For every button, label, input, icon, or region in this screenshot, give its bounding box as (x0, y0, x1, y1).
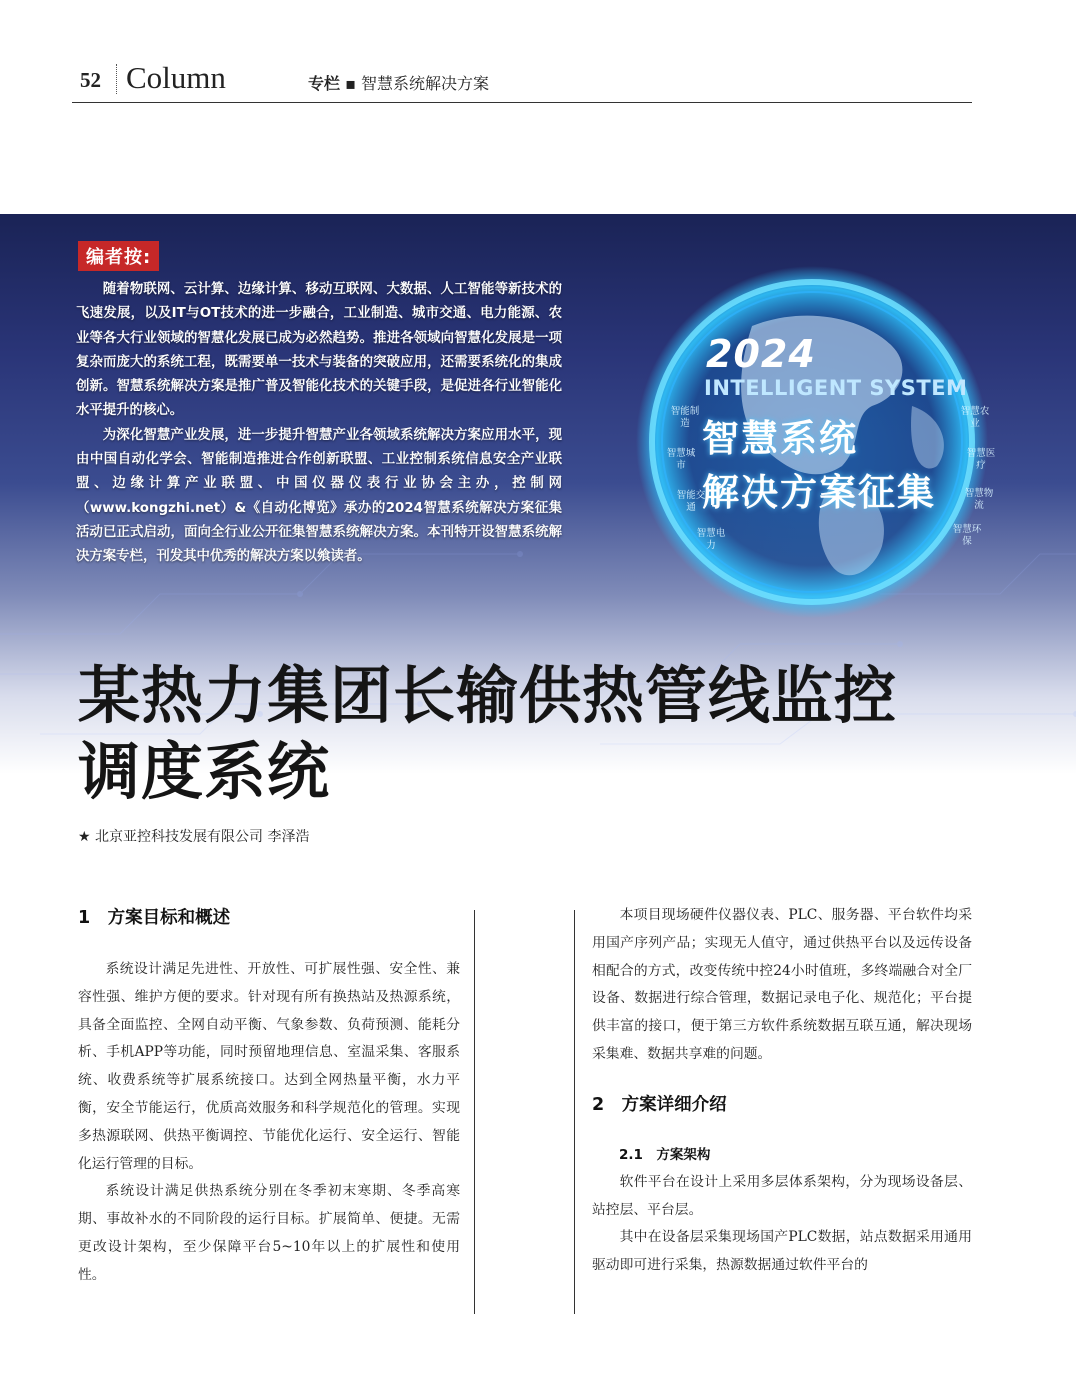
article-title-line2: 调度系统 (78, 735, 331, 808)
section-bullet: ▪ (345, 74, 356, 93)
section-1-paragraph-3: 本项目现场硬件仪器仪表、PLC、服务器、平台软件均采用国产序列产品；实现无人值守，通过供热平台以及远传设备相配合的方式，改变传统中控24小时值班，多终端融合对全厂设备、数据进行综合管理，数据记录电子化、规范化；平台提供丰富的接口，便于第三方软件系统数据互联互通，解决现场采集难、数据共享难的问题。 (592, 907, 972, 1062)
header-divider (116, 64, 117, 94)
editor-note-tag: 编者按: (78, 241, 159, 271)
campaign-logo (612, 266, 1016, 628)
editor-paragraph-1: 随着物联网、云计算、边缘计算、移动互联网、大数据、人工智能等新技术的飞速发展，以及IT与OT技术的进一步融合，工业制造、城市交通、电力能源、农业等各大行业领域的智慧化发展已成为必然趋势。推进各领域向智慧化发展是一项复杂而庞大的系统工程，既需要单一技术与装备的突破应用，还需要系统化的集成创新。智慧系统解决方案是推广普及智能化技术的关键手段，是促进各行业智能化水平提升的核心。 (76, 282, 562, 419)
logo-label-logistics: 智慧物流 (964, 488, 994, 511)
logo-label-city: 智慧城市 (666, 448, 696, 471)
column-divider-left (474, 910, 475, 1314)
editor-paragraph-2: 为深化智慧产业发展，进一步提升智慧产业各领域系统解决方案应用水平，现由中国自动化学会、智能制造推进合作创新联盟、工业控制系统信息安全产业联盟、边缘计算产业联盟、中国仪器仪表行业协会主办，控制网（www.kongzhi.net）&《自动化博览》承办的2024智慧系统解决方案征集活动已正式启动，面向全行业公开征集智慧系统解决方案。本刊特开设智慧系统解决方案专栏，刊发其中优秀的解决方案以飨读者。 (76, 427, 562, 565)
logo-label-medical: 智慧医疗 (966, 448, 996, 471)
section-1-paragraph-1: 系统设计满足先进性、开放性、可扩展性强、安全性、兼容性强、维护方便的要求。针对现有所有换热站及热源系统，具备全面监控、全网自动平衡、气象参数、负荷预测、能耗分析、手机APP等功能，同时预留地理信息、室温采集、客服系统、收费系统等扩展系统接口。达到全网热量平衡，水力平衡，安全节能运行，优质高效服务和科学规范化的管理。实现多热源联网、供热平衡调控、节能优化运行、安全运行、智能化运行管理的目标。 (78, 961, 460, 1172)
logo-english: INTELLIGENT SYSTEM (704, 376, 968, 400)
logo-label-traffic: 智能交通 (676, 490, 706, 513)
section-2-1-paragraph-1: 软件平台在设计上采用多层体系架构，分为现场设备层、站控层、平台层。 (592, 1173, 972, 1218)
section-topic: 智慧系统解决方案 (361, 74, 490, 93)
logo-title-line1: 智慧系统 (702, 417, 858, 460)
section-2-heading: 2 方案详细介绍 (592, 1094, 727, 1115)
column-right (592, 902, 972, 1280)
logo-label-manufacturing: 智能制造 (670, 406, 700, 429)
section-1-heading: 1 方案目标和概述 (78, 908, 231, 928)
section-label (308, 71, 489, 94)
logo-title-line2: 解决方案征集 (702, 471, 936, 514)
logo-label-agriculture: 智慧农业 (960, 406, 990, 429)
column-label: Column (126, 60, 226, 95)
column-divider-right (574, 910, 575, 1314)
logo-year: 2024 (706, 332, 816, 376)
logo-label-environment: 智慧环保 (952, 524, 982, 547)
section-2-1-paragraph-2: 其中在设备层采集现场国产PLC数据，站点数据采用通用驱动即可进行采集，热源数据通过软件平台的 (592, 1229, 972, 1274)
byline: ★ 北京亚控科技发展有限公司 李泽浩 (78, 829, 310, 845)
page-number: 52 (80, 68, 101, 92)
logo-label-power: 智慧电力 (696, 528, 726, 551)
article-title (78, 658, 978, 810)
column-left (78, 902, 460, 1290)
running-header (72, 58, 972, 103)
section-2-1-heading: 2.1 方案架构 (619, 1146, 711, 1163)
article-title-line1: 某热力集团长输供热管线监控 (78, 659, 898, 732)
section-1-paragraph-2: 系统设计满足供热系统分别在冬季初末寒期、冬季高寒期、事故补水的不同阶段的运行目标。扩展简单、便捷。无需更改设计架构，至少保障平台5~10年以上的扩展性和使用性。 (78, 1183, 460, 1283)
section-cn: 专栏 (308, 74, 341, 93)
editor-note (76, 278, 562, 570)
